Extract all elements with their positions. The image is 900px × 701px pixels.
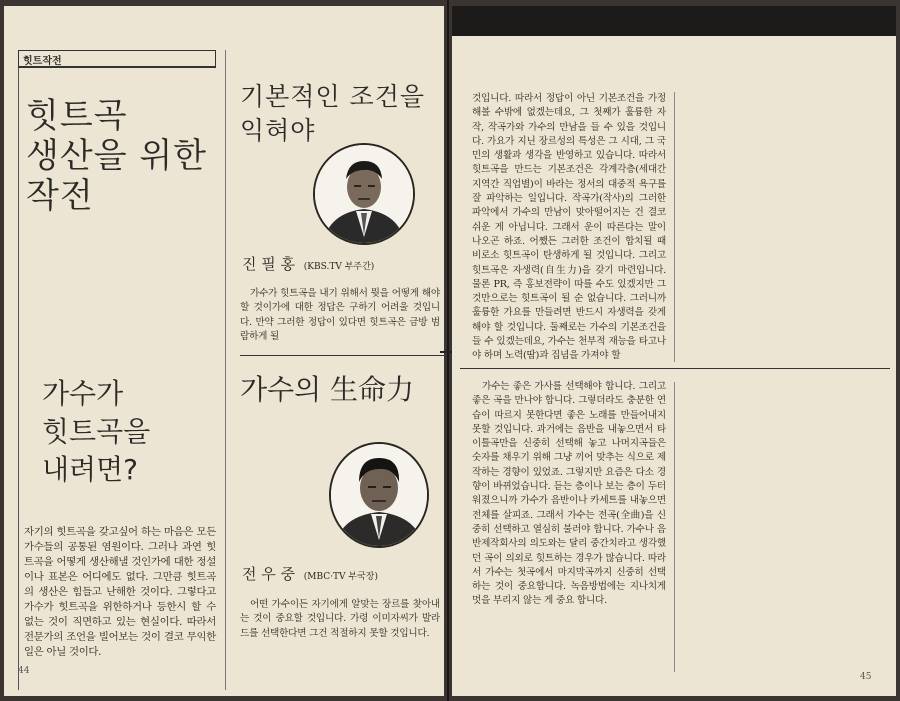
top-column-1: 것입니다. 따라서 정답이 아닌 기본조건을 가정해볼 수밖에 없겠는데요, 그 첫째가 훌륭한 자작, 작곡가와 가수의 만남을 들 수 있을 것입니다. 가요가 지닌 장르성의 특성은 그 시대, 그 국민의 생활과 생각을 반영하고 있습니다. 따라서 힛트곡을 만드는 기본조건은 각계각층(세대간 지역간 직업별)이 바라는 정서의 대중적 욕구를 잘 파악하는 일입니다. 작곡가(작사)의 그러한 파악에서 가수의 만남이 맞아떨어지는 건 결코 쉬운 게 아닙니다. 그래서 운이 따른다는 말이 나오곤 하죠. 어쨌든 그러한 조건이 합치될 때 비로소 힛트곡이 탄생하게 될 것입니다. 그리고 힛트곡은 자생력(自生力)을 갖기 마련입니다. 물론 PR, 즉 홍보전략이 따를 수도 있겠지만 그것만으로는 힛트곡이 될 순 없습니다. 그러니까 훌륭한 가요를 만들려면 반드시 자생력을 갖게 해야 할 것입니다. 둘째로는 가수의 기본조건을 들 수 있겠는데요, 가수는 천부적 재능을 타고나야 하며 노력(땀)과 집념을 가져야 할: [472, 93, 666, 362]
bottom-column-divider: [674, 382, 675, 672]
article1-author: 진 필 홍: [242, 255, 296, 273]
article2-body: 어떤 가수이든 자기에게 알맞는 장르를 찾아내는 것이 중요할 것입니다. 가령 이미자씨가 발라드를 선택한다면 그건 적절하지 못할 것입니다.: [240, 599, 440, 639]
main-title: [26, 96, 207, 216]
sub-title-line-1: 가수가: [42, 377, 124, 410]
sub-title-line-2: 힛트곡을: [42, 415, 151, 448]
article2-title: 가수의 生命力: [240, 373, 415, 406]
article1-title-line-2: 익혀야: [240, 116, 316, 145]
bottom-column-1: 가수는 좋은 가사를 선택해야 합니다. 그리고 좋은 곡을 만나야 합니다. 그렇더라도 충분한 연습이 따르지 못한다면 좋은 노래를 만들어내지 못할 것입니다. 과거에는 음반을 내놓으면서 타이틀곡만을 신중히 선택해 놓고 나머지곡들은 숫자를 채우기 위해 그냥 끼어 맞추는 식으로 제작하는 경향이 있었죠. 그렇지만 요즘은 다소 경향이 바뀌었습니다. 듣는 층이나 보는 층이 두터워졌으니까 가수가 음반이나 카세트를 내놓으면 전체를 살피죠. 그래서 가수는 전곡(全曲)을 신중히 선택하고 열심히 불러야 합니다. 가수나 음반제작회사의 의도와는 달리 중간치라고 생각했던 곡이 의외로 힛트하는 경우가 많습니다. 따라서 가수는 첫곡에서 마지막곡까지 신중히 선택하는 것이 중요합니다. 녹음방법에는 지나치게 멋을 부리지 않는 게 중요 합니다.: [472, 381, 666, 607]
article2-affiliation: (MBC·TV 부국장): [303, 572, 379, 582]
main-title-line-1: 힛트곡: [26, 96, 128, 136]
article1-affiliation: (KBS.TV 부주간): [303, 262, 375, 272]
portrait-image: [315, 145, 413, 243]
author-photo-jeon: [329, 442, 429, 548]
header-band: [452, 6, 896, 36]
left-margin-rule: [18, 50, 19, 690]
article2-author: 전 우 중: [242, 565, 296, 583]
section-label: 힛트작전: [23, 56, 62, 67]
sub-title: [42, 375, 150, 489]
page-number-left: 44: [18, 666, 30, 676]
author-photo-jin: [313, 143, 415, 245]
article1-title-line-1: 기본적인 조건을: [240, 82, 425, 111]
intro-paragraph: 자기의 힛트곡을 갖고싶어 하는 마음은 모든 가수들의 공통된 염원이다. 그러나 과연 힛트곡을 어떻게 생산해낼 것인가에 대한 정설이나 표본은 어디에도 없다. 그만큼 힛트곡의 생산은 힘들고 난해한 것이다. 그렇다고 가수가 힛트곡을 위한하거나 등한시 할 수 없는 것이 직면하고 있는 현실이다. 따라서 전문가의 조언을 빌어보는 것이 결코 무익한 일은 아닐 것이다.: [24, 526, 216, 658]
article1-byline: [242, 253, 374, 274]
column-divider: [225, 50, 226, 690]
article1-body: 가수가 힛트곡을 내기 위해서 뭣을 어떻게 해야 할 것이가에 대한 정답은 구하기 어려울 것입니다. 만약 그러한 정답이 있다면 힛트곡은 금방 범람하게 될: [240, 288, 440, 342]
article2-byline: [242, 563, 378, 584]
article1-title: [240, 80, 425, 148]
sub-title-line-3: 내려면?: [42, 453, 139, 486]
main-title-line-3: 작전: [26, 176, 94, 216]
article-divider: [240, 355, 444, 356]
right-page: [452, 6, 896, 696]
right-page-divider: [460, 368, 890, 369]
section-label-box: [18, 50, 216, 68]
page-number-right: 45: [860, 672, 872, 682]
left-page: [4, 6, 444, 696]
portrait-image: [331, 444, 427, 546]
main-title-line-2: 생산을 위한: [26, 136, 208, 176]
top-column-divider: [674, 92, 675, 362]
